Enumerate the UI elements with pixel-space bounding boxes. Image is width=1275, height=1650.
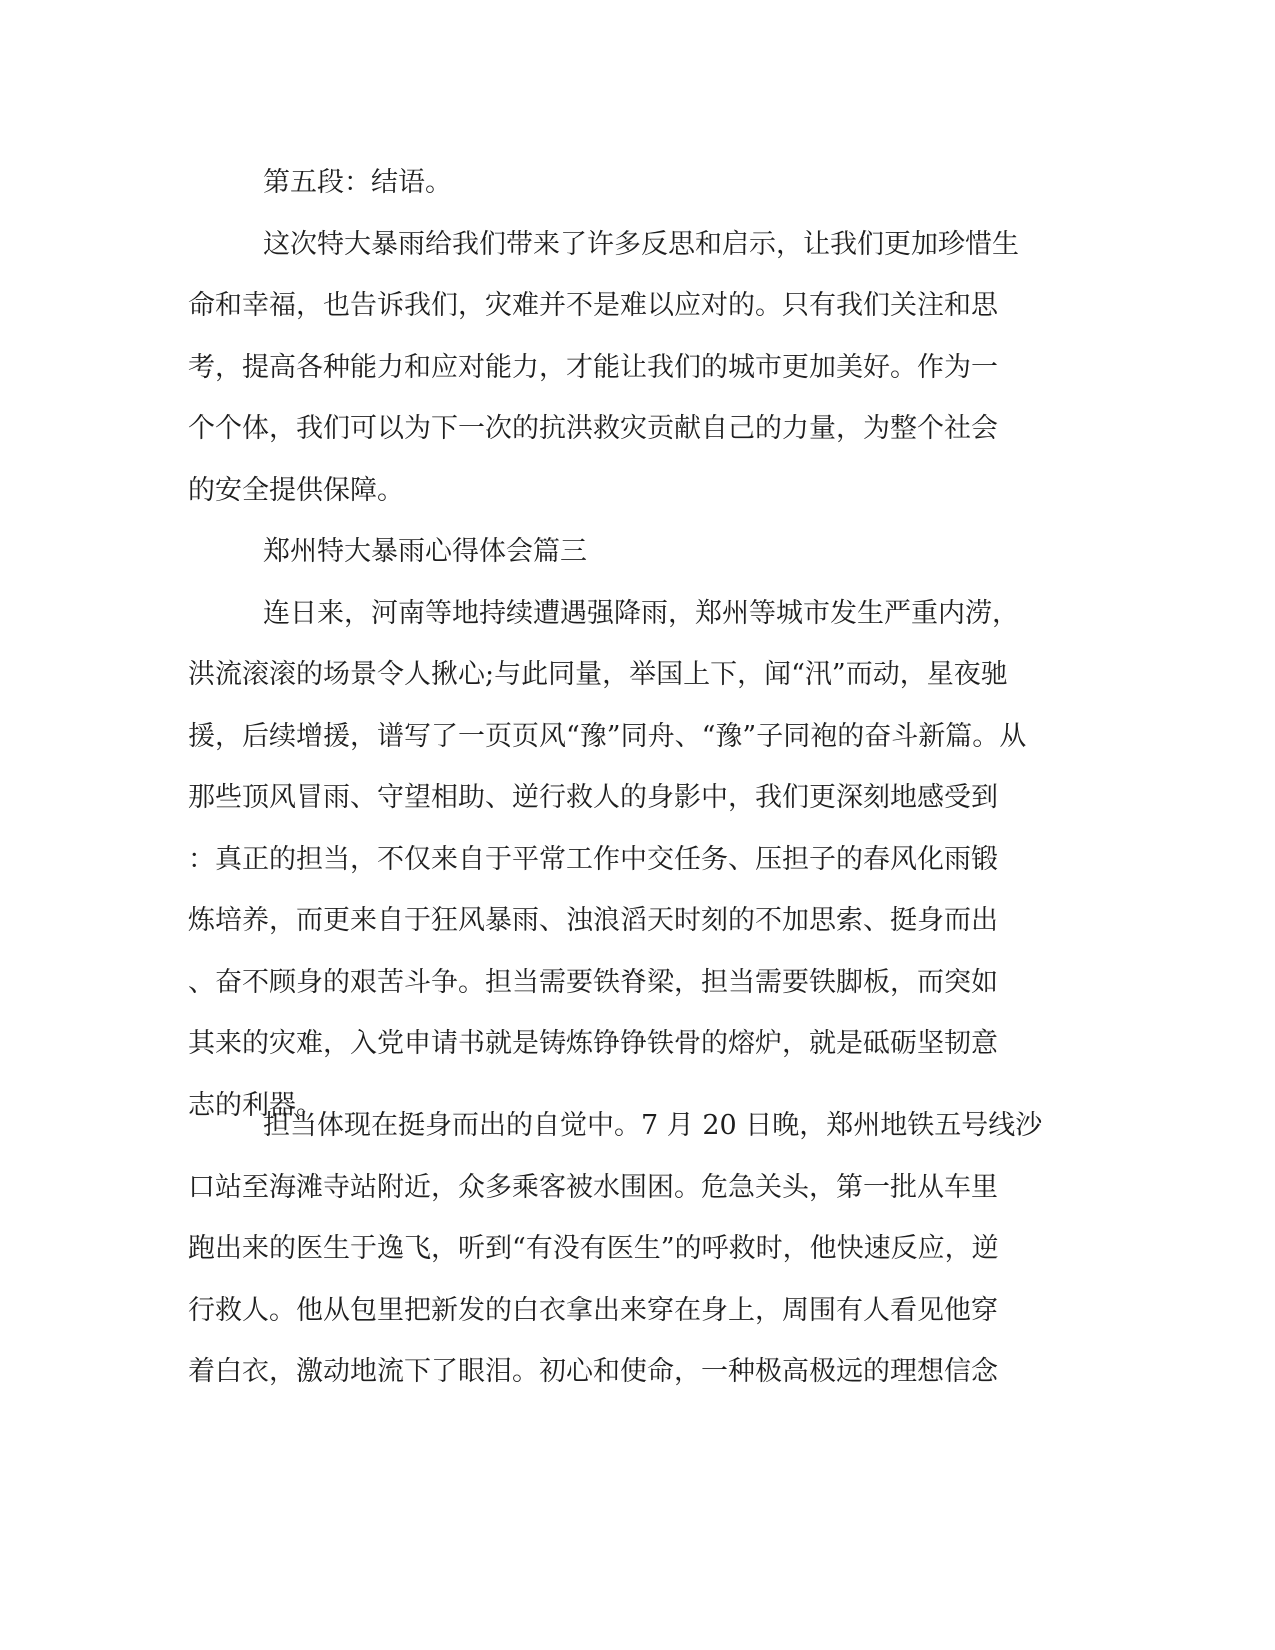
text-line: 这次特大暴雨给我们带来了许多反思和启示，让我们更加珍惜生 xyxy=(263,228,1019,260)
text-line: 口站至海滩寺站附近，众多乘客被水围困。危急关头，第一批从车里 xyxy=(188,1171,998,1203)
text-line: 其来的灾难，入党申请书就是铸炼铮铮铁骨的熔炉，就是砥砺坚韧意 xyxy=(188,1028,998,1059)
text-line: 担当体现在挺身而出的自觉中。7 月 20 日晚，郑州地铁五号线沙 xyxy=(263,1110,1043,1141)
text-line: 行救人。他从包里把新发的白衣拿出来穿在身上，周围有人看见他穿 xyxy=(188,1294,998,1326)
text-line: 跑出来的医生于逸飞，听到“有没有医生”的呼救时，他快速反应，逆 xyxy=(188,1233,999,1264)
document-body-continued xyxy=(188,1095,1068,1403)
text-line: 、奋不顾身的艰苦斗争。担当需要铁脊梁，担当需要铁脚板，而突如 xyxy=(188,966,998,998)
text-line: 的安全提供保障。 xyxy=(188,474,404,506)
document-body xyxy=(188,152,1068,1136)
text-line: 连日来，河南等地持续遭遇强降雨，郑州等城市发生严重内涝， xyxy=(263,597,1019,629)
text-line: 命和幸福，也告诉我们，灾难并不是难以应对的。只有我们关注和思 xyxy=(188,290,998,321)
text-line: ：真正的担当，不仅来自于平常工作中交任务、压担子的春风化雨锻 xyxy=(188,843,998,875)
text-line: 那些顶风冒雨、守望相助、逆行救人的身影中，我们更深刻地感受到 xyxy=(188,782,998,813)
section-heading: 第五段：结语。 xyxy=(263,167,452,198)
text-line: 着白衣，激动地流下了眼泪。初心和使命，一种极高极远的理想信念 xyxy=(188,1356,998,1387)
text-line: 援，后续增援，谱写了一页页风“豫”同舟、“豫”子同袍的奋斗新篇。从 xyxy=(188,720,1027,752)
text-line: 个个体，我们可以为下一次的抗洪救灾贡献自己的力量，为整个社会 xyxy=(188,413,998,444)
text-line: 考，提高各种能力和应对能力，才能让我们的城市更加美好。作为一 xyxy=(188,351,998,383)
text-line: 志的利器。 xyxy=(188,1089,323,1121)
article-title: 郑州特大暴雨心得体会篇三 xyxy=(263,536,587,567)
text-line: 炼培养，而更来自于狂风暴雨、浊浪滔天时刻的不加思索、挺身而出 xyxy=(188,905,998,936)
text-line: 洪流滚滚的场景令人揪心;与此同量，举国上下，闻“汛”而动，星夜驰 xyxy=(188,659,1008,690)
